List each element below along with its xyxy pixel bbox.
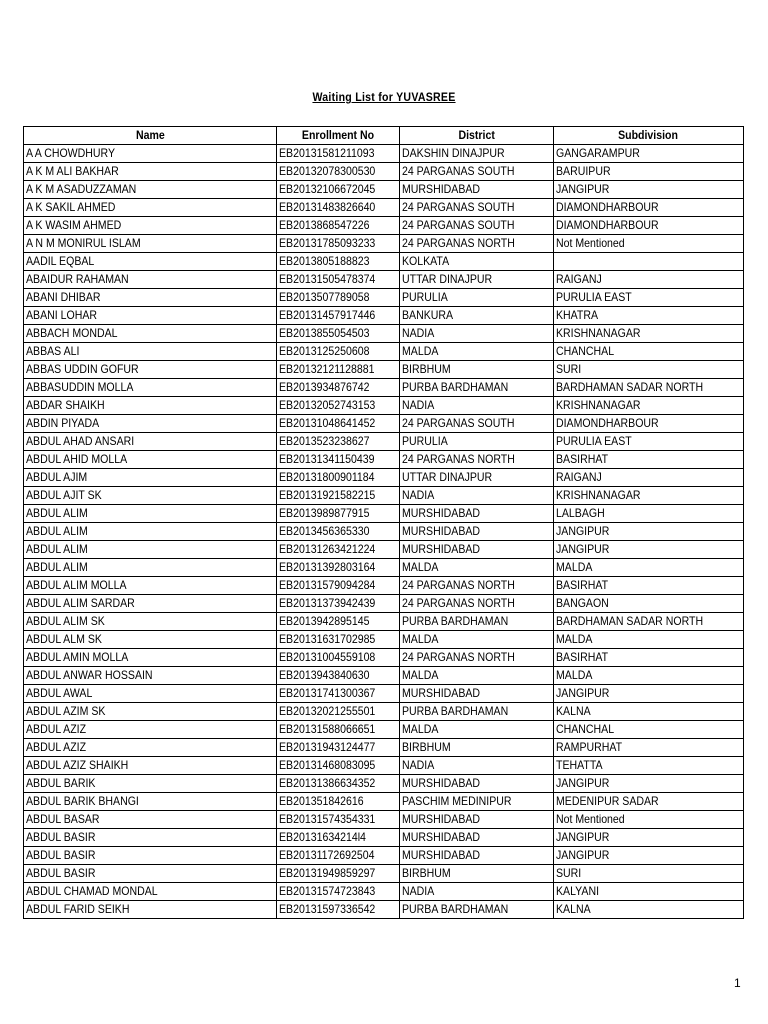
cell-subdivision: BANGAON (554, 595, 744, 613)
cell-enrollment-no: EB2013942895145 (277, 613, 400, 631)
table-row (24, 883, 744, 901)
cell-enrollment-no: EB20131579094284 (277, 577, 400, 595)
cell-name: ABDUL AHID MOLLA (24, 451, 277, 469)
cell-name: ABBAS UDDIN GOFUR (24, 361, 277, 379)
cell-enrollment-no: EB20131457917446 (277, 307, 400, 325)
cell-subdivision: TEHATTA (554, 757, 744, 775)
cell-subdivision: Not Mentioned (554, 235, 744, 253)
cell-subdivision: GANGARAMPUR (554, 145, 744, 163)
table-row (24, 595, 744, 613)
cell-district: PURBA BARDHAMAN (400, 901, 554, 919)
cell-name: ABANI LOHAR (24, 307, 277, 325)
cell-enrollment-no: EB2013456365330 (277, 523, 400, 541)
cell-district: 24 PARGANAS SOUTH (400, 217, 554, 235)
cell-district: NADIA (400, 325, 554, 343)
table-row (24, 451, 744, 469)
cell-enrollment-no: EB2013125250608 (277, 343, 400, 361)
cell-name: A K SAKIL AHMED (24, 199, 277, 217)
table-row (24, 757, 744, 775)
cell-enrollment-no: EB2013989877915 (277, 505, 400, 523)
cell-district: MURSHIDABAD (400, 181, 554, 199)
cell-subdivision: JANGIPUR (554, 523, 744, 541)
cell-subdivision: JANGIPUR (554, 685, 744, 703)
cell-subdivision: JANGIPUR (554, 847, 744, 865)
cell-subdivision: BARDHAMAN SADAR NORTH (554, 379, 744, 397)
cell-name: AADIL EQBAL (24, 253, 277, 271)
table-row (24, 811, 744, 829)
cell-name: ABDUL BASAR (24, 811, 277, 829)
page-title: Waiting List for YUVASREE (312, 90, 456, 104)
cell-subdivision: JANGIPUR (554, 541, 744, 559)
cell-district: MALDA (400, 343, 554, 361)
cell-enrollment-no: EB2013507789058 (277, 289, 400, 307)
cell-enrollment-no: EB20131631702985 (277, 631, 400, 649)
cell-name: ABDUL AJIT SK (24, 487, 277, 505)
cell-enrollment-no: EB20131800901184 (277, 469, 400, 487)
table-row (24, 865, 744, 883)
cell-enrollment-no: EB20131483826640 (277, 199, 400, 217)
cell-enrollment-no: EB20131597336542 (277, 901, 400, 919)
cell-enrollment-no: EB20131785093233 (277, 235, 400, 253)
cell-enrollment-no: EB20132121128881 (277, 361, 400, 379)
cell-district: 24 PARGANAS NORTH (400, 577, 554, 595)
cell-enrollment-no: EB20131373942439 (277, 595, 400, 613)
cell-subdivision: BARUIPUR (554, 163, 744, 181)
cell-subdivision: MALDA (554, 631, 744, 649)
cell-enrollment-no: EB20131943124477 (277, 739, 400, 757)
table-row (24, 901, 744, 919)
cell-subdivision: RAIGANJ (554, 271, 744, 289)
cell-subdivision (554, 253, 744, 271)
table-row (24, 199, 744, 217)
cell-subdivision: RAMPURHAT (554, 739, 744, 757)
cell-subdivision: Not Mentioned (554, 811, 744, 829)
cell-district: 24 PARGANAS NORTH (400, 649, 554, 667)
cell-name: ABDUL AWAL (24, 685, 277, 703)
cell-enrollment-no: EB20131574354331 (277, 811, 400, 829)
cell-subdivision: JANGIPUR (554, 775, 744, 793)
cell-subdivision: KHATRA (554, 307, 744, 325)
table-row (24, 523, 744, 541)
cell-name: ABDUL AZIZ SHAIKH (24, 757, 277, 775)
cell-enrollment-no: EB20132052743153 (277, 397, 400, 415)
cell-enrollment-no: EB20131263421224 (277, 541, 400, 559)
cell-district: BANKURA (400, 307, 554, 325)
cell-district: BIRBHUM (400, 865, 554, 883)
cell-name: ABDUL ALIM SARDAR (24, 595, 277, 613)
cell-district: PASCHIM MEDINIPUR (400, 793, 554, 811)
cell-district: BIRBHUM (400, 739, 554, 757)
cell-district: 24 PARGANAS SOUTH (400, 415, 554, 433)
cell-enrollment-no: EB20131949859297 (277, 865, 400, 883)
cell-subdivision: DIAMONDHARBOUR (554, 415, 744, 433)
table-row (24, 415, 744, 433)
cell-name: ABDUL BARIK BHANGI (24, 793, 277, 811)
cell-name: ABDUL ALIM (24, 559, 277, 577)
cell-name: ABBASUDDIN MOLLA (24, 379, 277, 397)
cell-district: MURSHIDABAD (400, 811, 554, 829)
table-row (24, 541, 744, 559)
cell-district: MURSHIDABAD (400, 541, 554, 559)
cell-district: MURSHIDABAD (400, 775, 554, 793)
cell-name: ABDUL AMIN MOLLA (24, 649, 277, 667)
cell-enrollment-no: EB20132106672045 (277, 181, 400, 199)
cell-subdivision: BASIRHAT (554, 577, 744, 595)
cell-subdivision: KALNA (554, 703, 744, 721)
cell-name: ABBAS ALI (24, 343, 277, 361)
cell-district: PURULIA (400, 289, 554, 307)
cell-subdivision: KRISHNANAGAR (554, 325, 744, 343)
cell-enrollment-no: EB20132078300530 (277, 163, 400, 181)
cell-subdivision: PURULIA EAST (554, 289, 744, 307)
cell-district: 24 PARGANAS NORTH (400, 451, 554, 469)
cell-name: ABDAR SHAIKH (24, 397, 277, 415)
table-row (24, 253, 744, 271)
cell-subdivision: JANGIPUR (554, 181, 744, 199)
cell-enrollment-no: EB201351842616 (277, 793, 400, 811)
table-row (24, 325, 744, 343)
cell-district: UTTAR DINAJPUR (400, 469, 554, 487)
cell-name: ABDUL ANWAR HOSSAIN (24, 667, 277, 685)
cell-subdivision: RAIGANJ (554, 469, 744, 487)
cell-district: MURSHIDABAD (400, 523, 554, 541)
cell-name: ABDUL BASIR (24, 847, 277, 865)
table-row (24, 685, 744, 703)
table-row (24, 217, 744, 235)
cell-name: ABANI DHIBAR (24, 289, 277, 307)
table-row (24, 397, 744, 415)
table-row (24, 433, 744, 451)
table-row (24, 181, 744, 199)
cell-enrollment-no: EB20131048641452 (277, 415, 400, 433)
page-number: 1 (734, 976, 741, 990)
cell-district: MURSHIDABAD (400, 505, 554, 523)
cell-subdivision: PURULIA EAST (554, 433, 744, 451)
cell-subdivision: LALBAGH (554, 505, 744, 523)
cell-district: MURSHIDABAD (400, 685, 554, 703)
cell-name: ABDUL BASIR (24, 865, 277, 883)
cell-subdivision: KRISHNANAGAR (554, 397, 744, 415)
table-row (24, 343, 744, 361)
cell-district: KOLKATA (400, 253, 554, 271)
table-row (24, 307, 744, 325)
table-row (24, 379, 744, 397)
table-row (24, 649, 744, 667)
table-row (24, 361, 744, 379)
cell-district: MURSHIDABAD (400, 847, 554, 865)
cell-enrollment-no: EB2013805188823 (277, 253, 400, 271)
cell-subdivision: BARDHAMAN SADAR NORTH (554, 613, 744, 631)
cell-district: UTTAR DINAJPUR (400, 271, 554, 289)
cell-enrollment-no: EB20132021255501 (277, 703, 400, 721)
table-row (24, 631, 744, 649)
column-header-enrollment: Enrollment No (277, 127, 400, 145)
table-row (24, 703, 744, 721)
cell-subdivision: MEDENIPUR SADAR (554, 793, 744, 811)
cell-district: 24 PARGANAS SOUTH (400, 199, 554, 217)
cell-district: MALDA (400, 559, 554, 577)
cell-subdivision: SURI (554, 865, 744, 883)
cell-subdivision: CHANCHAL (554, 721, 744, 739)
cell-name: ABDUL FARID SEIKH (24, 901, 277, 919)
cell-subdivision: DIAMONDHARBOUR (554, 217, 744, 235)
cell-subdivision: BASIRHAT (554, 451, 744, 469)
cell-name: ABDUL ALIM MOLLA (24, 577, 277, 595)
cell-subdivision: KALYANI (554, 883, 744, 901)
cell-name: ABDUL AZIZ (24, 721, 277, 739)
cell-subdivision: BASIRHAT (554, 649, 744, 667)
cell-name: ABDUL AZIM SK (24, 703, 277, 721)
cell-district: BIRBHUM (400, 361, 554, 379)
cell-enrollment-no: EB20131386634352 (277, 775, 400, 793)
cell-district: PURBA BARDHAMAN (400, 613, 554, 631)
cell-name: ABDUL AJIM (24, 469, 277, 487)
cell-district: PURBA BARDHAMAN (400, 379, 554, 397)
cell-name: A K M ALI BAKHAR (24, 163, 277, 181)
table-row (24, 469, 744, 487)
cell-enrollment-no: EB2013523238627 (277, 433, 400, 451)
table-header-row (24, 127, 744, 145)
cell-name: ABDUL CHAMAD MONDAL (24, 883, 277, 901)
table-row (24, 559, 744, 577)
cell-enrollment-no: EB2013868547226 (277, 217, 400, 235)
table-row (24, 847, 744, 865)
cell-name: ABDUL ALIM SK (24, 613, 277, 631)
cell-enrollment-no: EB20131004559108 (277, 649, 400, 667)
cell-subdivision: KALNA (554, 901, 744, 919)
cell-name: A A CHOWDHURY (24, 145, 277, 163)
cell-enrollment-no: EB20131634214l4 (277, 829, 400, 847)
cell-enrollment-no: EB20131581211093 (277, 145, 400, 163)
cell-subdivision: DIAMONDHARBOUR (554, 199, 744, 217)
cell-name: A N M MONIRUL ISLAM (24, 235, 277, 253)
cell-name: ABDUL ALM SK (24, 631, 277, 649)
cell-name: A K WASIM AHMED (24, 217, 277, 235)
cell-subdivision: KRISHNANAGAR (554, 487, 744, 505)
table-row (24, 289, 744, 307)
table-row (24, 721, 744, 739)
cell-enrollment-no: EB20131574723843 (277, 883, 400, 901)
table-row (24, 271, 744, 289)
cell-enrollment-no: EB20131172692504 (277, 847, 400, 865)
column-header-subdivision: Subdivision (554, 127, 744, 145)
cell-district: 24 PARGANAS NORTH (400, 595, 554, 613)
cell-subdivision: SURI (554, 361, 744, 379)
cell-enrollment-no: EB20131341150439 (277, 451, 400, 469)
table-row (24, 613, 744, 631)
cell-enrollment-no: EB2013934876742 (277, 379, 400, 397)
cell-district: NADIA (400, 397, 554, 415)
cell-district: PURBA BARDHAMAN (400, 703, 554, 721)
cell-district: NADIA (400, 487, 554, 505)
table-row (24, 829, 744, 847)
cell-district: NADIA (400, 757, 554, 775)
cell-district: MURSHIDABAD (400, 829, 554, 847)
table-row (24, 235, 744, 253)
cell-name: ABDUL AHAD ANSARI (24, 433, 277, 451)
cell-enrollment-no: EB2013943840630 (277, 667, 400, 685)
cell-district: NADIA (400, 883, 554, 901)
cell-enrollment-no: EB20131741300367 (277, 685, 400, 703)
table-row (24, 145, 744, 163)
cell-district: PURULIA (400, 433, 554, 451)
cell-subdivision: MALDA (554, 667, 744, 685)
table-row (24, 775, 744, 793)
cell-name: ABDUL ALIM (24, 505, 277, 523)
cell-enrollment-no: EB20131921582215 (277, 487, 400, 505)
cell-name: ABDUL BASIR (24, 829, 277, 847)
column-header-district: District (400, 127, 554, 145)
cell-name: A K M ASADUZZAMAN (24, 181, 277, 199)
cell-name: ABDUL ALIM (24, 541, 277, 559)
cell-name: ABBACH MONDAL (24, 325, 277, 343)
table-row (24, 739, 744, 757)
cell-enrollment-no: EB2013855054503 (277, 325, 400, 343)
cell-subdivision: MALDA (554, 559, 744, 577)
cell-name: ABDUL ALIM (24, 523, 277, 541)
cell-district: MALDA (400, 667, 554, 685)
cell-district: 24 PARGANAS SOUTH (400, 163, 554, 181)
cell-district: MALDA (400, 721, 554, 739)
cell-district: 24 PARGANAS NORTH (400, 235, 554, 253)
cell-name: ABAIDUR RAHAMAN (24, 271, 277, 289)
table-row (24, 487, 744, 505)
cell-subdivision: CHANCHAL (554, 343, 744, 361)
cell-name: ABDIN PIYADA (24, 415, 277, 433)
cell-enrollment-no: EB20131392803164 (277, 559, 400, 577)
cell-name: ABDUL AZIZ (24, 739, 277, 757)
table-row (24, 163, 744, 181)
cell-enrollment-no: EB20131468083095 (277, 757, 400, 775)
table-row (24, 577, 744, 595)
waiting-list-table (23, 126, 744, 919)
cell-district: MALDA (400, 631, 554, 649)
cell-name: ABDUL BARIK (24, 775, 277, 793)
table-row (24, 505, 744, 523)
cell-enrollment-no: EB20131588066651 (277, 721, 400, 739)
cell-enrollment-no: EB20131505478374 (277, 271, 400, 289)
table-row (24, 793, 744, 811)
cell-subdivision: JANGIPUR (554, 829, 744, 847)
column-header-name: Name (24, 127, 277, 145)
cell-district: DAKSHIN DINAJPUR (400, 145, 554, 163)
table-row (24, 667, 744, 685)
